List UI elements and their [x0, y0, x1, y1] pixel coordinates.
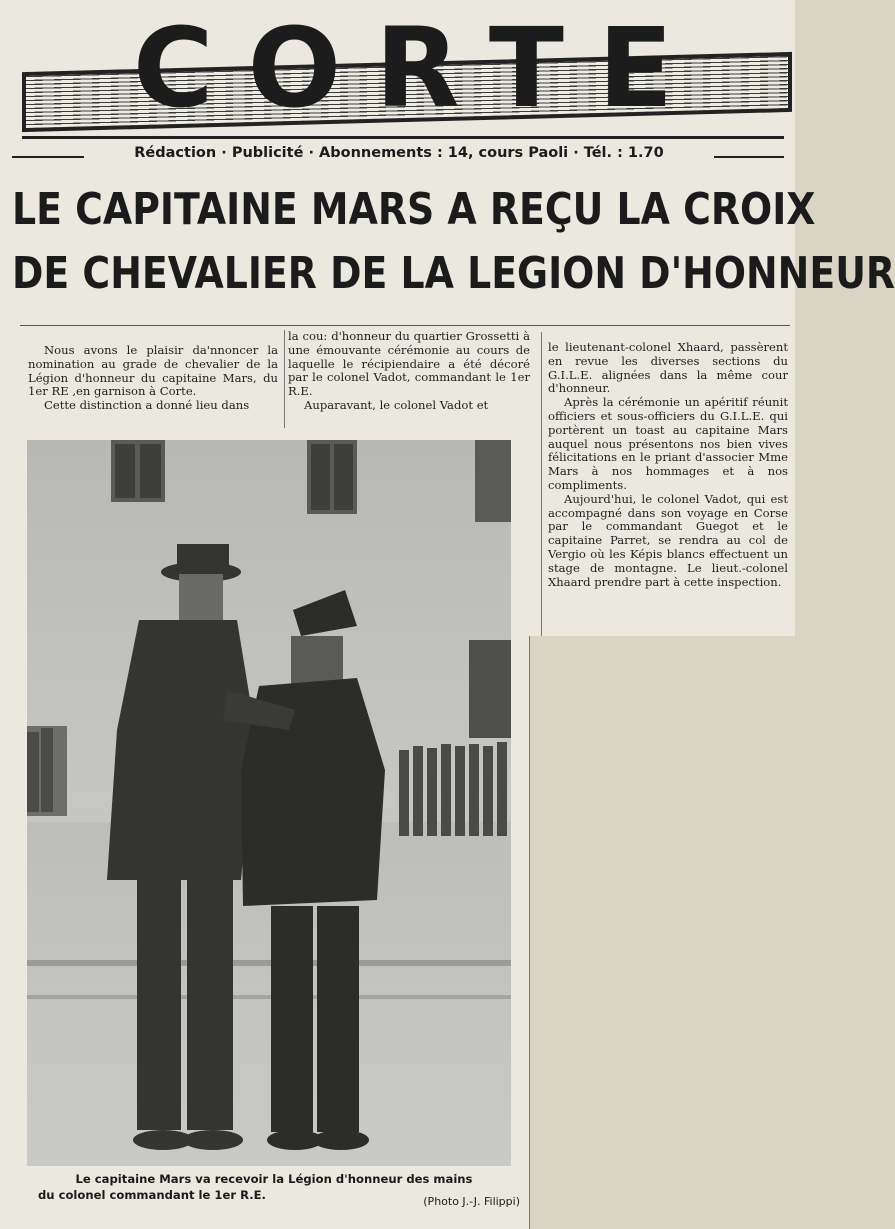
paragraph: la cou: d'honneur du quartier Grossetti à une émouvante cérémonie au cours de laquelle le récipiendaire a été décoré par le colonel Vadot, commandant le 1er R.E.: [288, 329, 530, 399]
headline-line-2: DE CHEVALIER DE LA LEGION D'HONNEUR: [12, 248, 895, 299]
divider: [714, 156, 784, 158]
paragraph: Après la cérémonie un apéritif réunit officiers et sous-officiers du G.I.L.E. qui portèrent un toast au capitaine Mars auquel nous présentons nos bien vives félicitations en le priant d'associer Mme Mars à nos hommages et à nos compliments.: [548, 395, 788, 492]
masthead-title: CORTE: [132, 4, 708, 132]
article-column-3: [548, 341, 788, 589]
headline-line-1: LE CAPITAINE MARS A REÇU LA CROIX: [12, 184, 816, 235]
masthead: [22, 4, 784, 136]
divider: [12, 156, 84, 158]
masthead-rule: [22, 136, 784, 139]
paragraph: Aujourd'hui, le colonel Vadot, qui est accompagné dans son voyage en Corse par le commandant Guegot et le capitaine Parret, se rendra au col de Vergio où les Képis blancs effectuent un stage de montagne. Le lieut.-colonel Xhaard prendre part à cette inspection.: [548, 491, 788, 589]
photo-credit: (Photo J.-J. Filippi): [423, 1195, 520, 1208]
column-rule: [529, 636, 530, 1229]
column-rule: [284, 330, 285, 428]
ceremony-photo: [27, 440, 511, 1166]
contact-info: Rédaction · Publicité · Abonnements : 14, cours Paoli · Tél. : 1.70: [134, 145, 664, 161]
divider: [20, 325, 790, 326]
article-column-2: [288, 330, 530, 413]
paragraph: le lieutenant-colonel Xhaard, passèrent en revue les diverses sections du G.I.L.E. alignées dans la même cour d'honneur.: [548, 340, 788, 396]
caption-line-2: du colonel commandant le 1er R.E.: [38, 1188, 266, 1202]
article-column-1: [28, 344, 278, 413]
caption-line-1: Le capitaine Mars va recevoir la Légion d'honneur des mains: [75, 1172, 473, 1186]
paragraph: Cette distinction a donné lieu dans: [44, 398, 250, 413]
info-line: [12, 144, 784, 168]
photo-illustration: [27, 440, 511, 1166]
column-rule: [541, 332, 542, 636]
headline: [12, 178, 895, 306]
paragraph: Auparavant, le colonel Vadot et: [304, 397, 489, 412]
paragraph: Nous avons le plaisir da'nnoncer la nomination au grade de chevalier de la Légion d'honneur du capitaine Mars, du 1er RE ,en garnison à Corte.: [28, 343, 278, 399]
